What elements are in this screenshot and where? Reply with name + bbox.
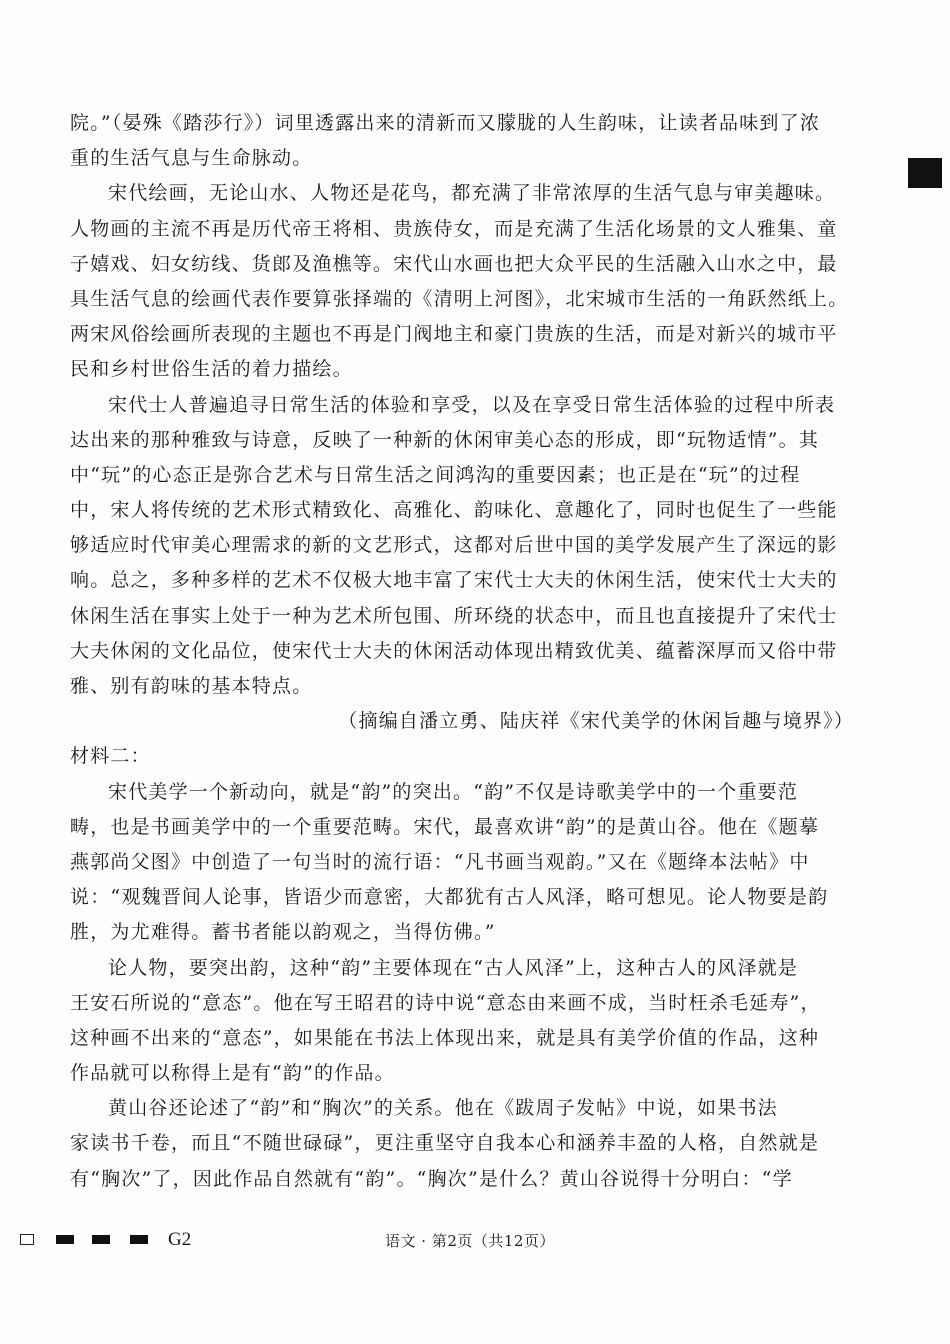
text-line: 子嬉戏、妇女纺线、货郎及渔樵等。宋代山水画也把大众平民的生活融入山水之中，最 [70, 252, 838, 275]
paragraph-start: 黄山谷还论述了“韵”和“胸次”的关系。他在《跋周子发帖》中说，如果书法 [108, 1097, 778, 1120]
text-line: 重的生活气息与生命脉动。 [70, 147, 313, 170]
text-line: 雅、别有韵味的基本特点。 [70, 675, 313, 697]
marker-bar-icon [130, 1235, 148, 1244]
paragraph-start: 论人物，要突出韵，这种“韵”主要体现在“古人风泽”上，这种古人的风泽就是 [108, 956, 799, 979]
page-footer [0, 1226, 950, 1256]
marker-bar-icon [56, 1235, 74, 1244]
marker-bar-icon [92, 1235, 110, 1244]
section-heading: 材料二： [70, 745, 151, 768]
paragraph-start: 宋代士人普遍追寻日常生活的体验和享受，以及在享受日常生活体验的过程中所表 [108, 393, 836, 416]
text-line: 人物画的主流不再是历代帝王将相、贵族侍女，而是充满了生活化场景的文人雅集、童 [70, 217, 838, 240]
text-line: 中“玩”的心态正是弥合艺术与日常生活之间鸿沟的重要因素；也正是在“玩”的过程 [70, 463, 801, 486]
page-number: 语文 · 第2页（共12页） [385, 1232, 555, 1250]
source-citation: （摘编自潘立勇、陆庆祥《宋代美学的休闲旨趣与境界》） [338, 710, 854, 733]
text-line: 够适应时代审美心理需求的新的文艺形式，这都对后世中国的美学发展产生了深远的影 [70, 534, 838, 557]
text-line: 畴，也是书画美学中的一个重要范畴。宋代，最喜欢讲“韵”的是黄山谷。他在《题摹 [70, 815, 820, 838]
page-edge-mark [908, 158, 942, 188]
exam-code: G2 [168, 1229, 192, 1250]
body-text [70, 106, 860, 1197]
paragraph-start: 宋代美学一个新动向，就是“韵”的突出。“韵”不仅是诗歌美学中的一个重要范 [108, 780, 799, 803]
text-line: 说：“观魏晋间人论事，皆语少而意密，大都犹有古人风泽，略可想见。论人物要是韵 [70, 886, 829, 909]
text-line: 响。总之，多种多样的艺术不仅极大地丰富了宋代士大夫的休闲生活，使宋代士大夫的 [70, 569, 838, 592]
answer-box-icon [20, 1234, 34, 1245]
text-line: 大夫休闲的文化品位，使宋代士大夫的休闲活动体现出精致优美、蕴蓄深厚而又俗中带 [70, 639, 838, 662]
text-line: 王安石所说的“意态”。他在写王昭君的诗中说“意态由来画不成，当时枉杀毛延寿”， [70, 991, 821, 1014]
text-line: 两宋风俗绘画所表现的主题也不再是门阀地主和豪门贵族的生活，而是对新兴的城市平 [70, 323, 838, 346]
text-line: 作品就可以称得上是有“韵”的作品。 [70, 1062, 395, 1085]
text-line: 民和乡村世俗生活的着力描绘。 [70, 358, 353, 381]
text-line: 有“胸次”了，因此作品自然就有“韵”。“胸次”是什么？黄山谷说得十分明白：“学 [70, 1167, 793, 1190]
text-line: 休闲生活在事实上处于一种为艺术所包围、所环绕的状态中，而且也直接提升了宋代士 [70, 604, 838, 627]
text-line: 院。”（晏殊《踏莎行》）词里透露出来的清新而又朦胧的人生韵味，让读者品味到了浓 [70, 112, 821, 134]
text-line: 燕郭尚父图》中创造了一句当时的流行语：“凡书画当观韵。”又在《题绛本法帖》中 [70, 850, 810, 873]
text-line: 胜，为尤难得。蓄书者能以韵观之，当得仿佛。” [70, 921, 496, 944]
text-line: 家读书千卷，而且“不随世碌碌”，更注重坚守自我本心和涵养丰盈的人格，自然就是 [70, 1132, 820, 1155]
text-line: 具生活气息的绘画代表作要算张择端的《清明上河图》，北宋城市生活的一角跃然纸上。 [70, 287, 849, 310]
text-line: 中，宋人将传统的艺术形式精致化、高雅化、韵味化、意趣化了，同时也促生了一些能 [70, 499, 838, 522]
text-line: 达出来的那种雅致与诗意，反映了一种新的休闲审美心态的形成，即“玩物适情”。其 [70, 428, 820, 451]
paragraph-start: 宋代绘画，无论山水、人物还是花鸟，都充满了非常浓厚的生活气息与审美趣味。 [108, 182, 836, 205]
text-line: 这种画不出来的“意态”，如果能在书法上体现出来，就是具有美学价值的作品，这种 [70, 1026, 820, 1049]
